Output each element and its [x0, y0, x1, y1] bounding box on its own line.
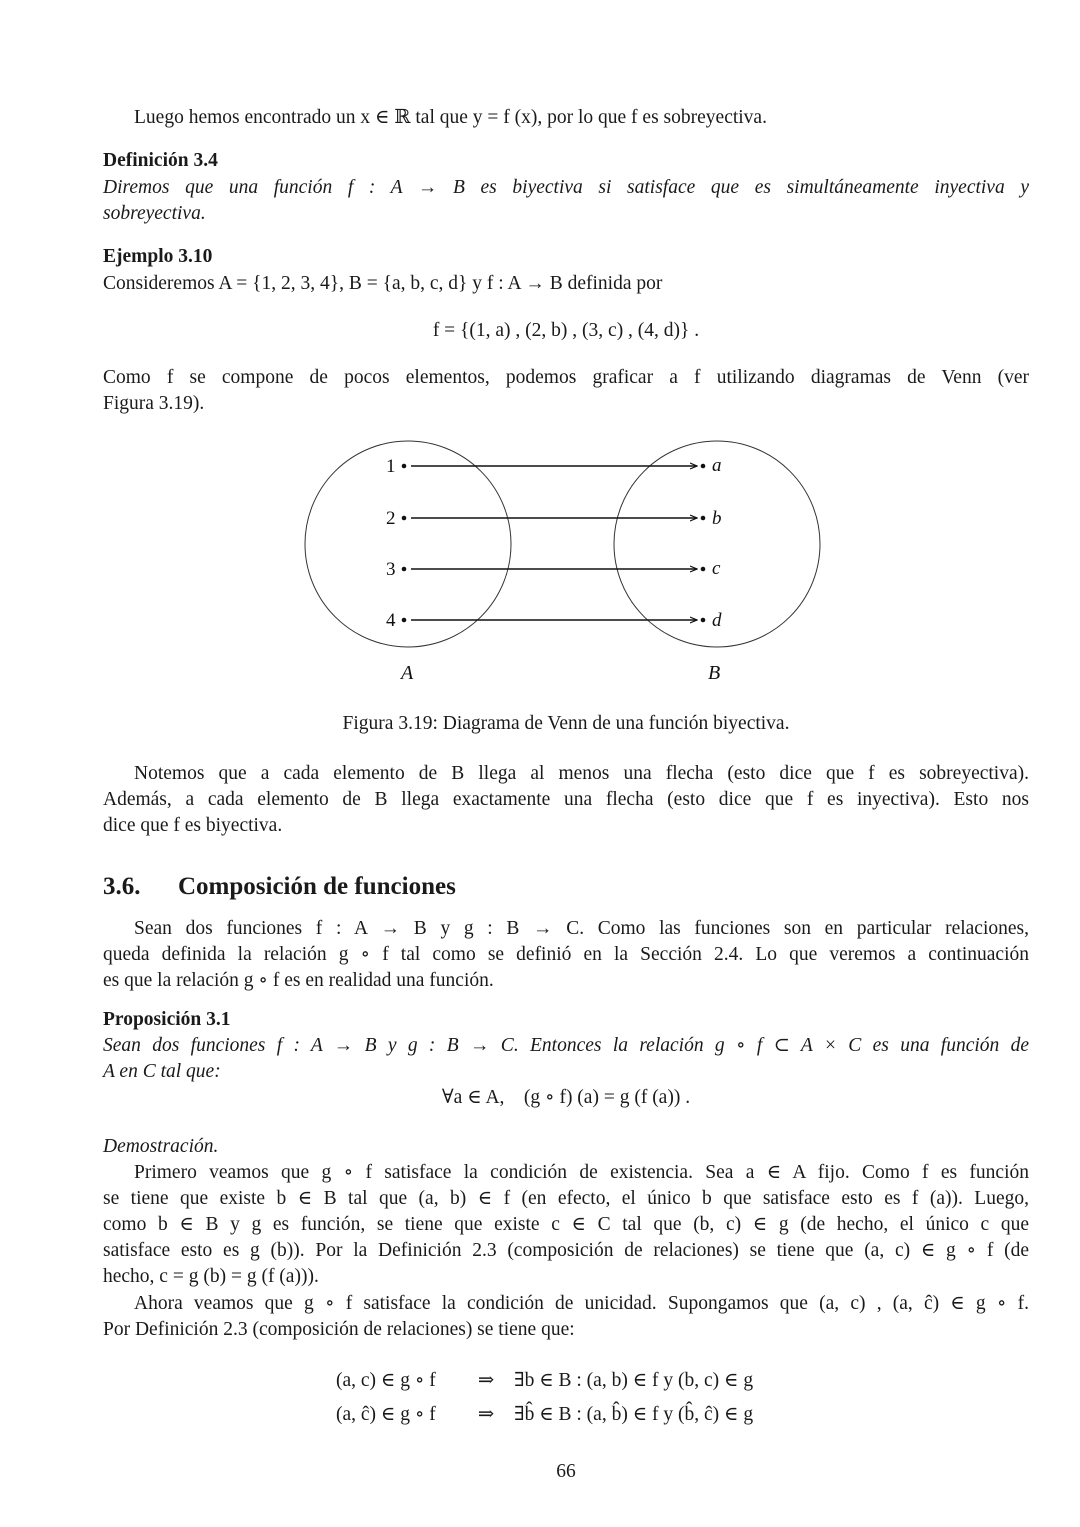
implies-symbol: ⇒ [477, 1404, 495, 1425]
codomain-label-d: d [712, 610, 722, 631]
text-line: Además, a cada elemento de B llega exactamente una flecha (esto dice que f es inyectiva). Esto nos [103, 789, 1029, 810]
definition-title: Definición 3.4 [103, 150, 218, 171]
text-line: Ahora veamos que g ∘ f satisface la condición de unicidad. Supongamos que (a, c) , (a, ĉ) ∈ g ∘ f. [134, 1293, 1029, 1314]
text-line: Primero veamos que g ∘ f satisface la condición de existencia. Sea a ∈ A fijo. Como f es función [134, 1162, 1029, 1183]
text-line: queda definida la relación g ∘ f tal como se definió en la Sección 2.4. Lo que veremos a continuación [103, 944, 1029, 965]
text-line: Figura 3.19). [103, 393, 205, 414]
display-equation: ∀a ∈ A, (g ∘ f) (a) = g (f (a)) . [441, 1087, 691, 1108]
implication-row [336, 1364, 836, 1398]
figure-caption: Figura 3.19: Diagrama de Venn de una función biyectiva. [342, 713, 790, 734]
text-line: es que la relación g ∘ f es en realidad una función. [103, 970, 494, 991]
example-text: Consideremos A = {1, 2, 3, 4}, B = {a, b, c, d} y f : A → B definida por [103, 273, 663, 294]
domain-label-2: 2 [386, 508, 396, 529]
domain-label-4: 4 [386, 610, 396, 631]
text-line: satisface esto es g (b)). Por la Definición 2.3 (composición de relaciones) se tiene que (a, c) ∈ g ∘ f (de [103, 1240, 1029, 1261]
section-heading [103, 871, 1029, 903]
implication-block [336, 1364, 836, 1432]
definition-text: Diremos que una función f : A → B es biyectiva si satisface que es simultáneamente inyectiva y [103, 177, 1029, 198]
text-line: Sean dos funciones f : A → B y g : B → C. Como las funciones son en particular relaciones, [134, 918, 1029, 939]
text-line: Notemos que a cada elemento de B llega al menos una flecha (esto dice que f es sobreyectiva). [134, 763, 1029, 784]
implication-left: (a, ĉ) ∈ g ∘ f [336, 1404, 436, 1425]
text-line: Luego hemos encontrado un x ∈ ℝ tal que y = f (x), por lo que f es sobreyectiva. [134, 107, 767, 128]
implies-symbol: ⇒ [477, 1370, 495, 1391]
text-line: Como f se compone de pocos elementos, podemos graficar a f utilizando diagramas de Venn (ver [103, 367, 1029, 388]
domain-label-3: 3 [386, 559, 396, 580]
section-number: 3.6. [103, 873, 141, 900]
proof-title: Demostración. [103, 1136, 219, 1157]
domain-label-1: 1 [386, 456, 396, 477]
codomain-label-c: c [712, 558, 721, 579]
set-b-label: B [708, 662, 721, 684]
implication-row [336, 1398, 836, 1432]
codomain-label-b: b [712, 508, 722, 529]
codomain-label-a: a [712, 455, 722, 476]
section-title: Composición de funciones [178, 873, 456, 900]
text-line: dice que f es biyectiva. [103, 815, 283, 836]
codomain-points [701, 464, 706, 623]
page-number: 66 [556, 1461, 576, 1482]
domain-points [402, 464, 407, 623]
definition-text: sobreyectiva. [103, 203, 206, 224]
display-equation: f = {(1, a) , (2, b) , (3, c) , (4, d)} . [432, 320, 700, 341]
proposition-text: A en C tal que: [103, 1061, 221, 1082]
text-line: se tiene que existe b ∈ B tal que (a, b) ∈ f (en efecto, el único b que satisface esto es f (a)). Luego, [103, 1188, 1029, 1209]
proposition-title: Proposición 3.1 [103, 1009, 231, 1030]
implication-right: ∃b ∈ B : (a, b) ∈ f y (b, c) ∈ g [514, 1370, 754, 1391]
text-line: Por Definición 2.3 (composición de relaciones) se tiene que: [103, 1319, 575, 1340]
text-line: hecho, c = g (b) = g (f (a))). [103, 1266, 319, 1287]
implication-right: ∃b̂ ∈ B : (a, b̂) ∈ f y (b̂, ĉ) ∈ g [514, 1404, 754, 1425]
venn-diagram-figure [290, 430, 830, 700]
example-title: Ejemplo 3.10 [103, 246, 213, 267]
set-a-label: A [401, 662, 414, 684]
mapping-arrows [411, 466, 697, 620]
text-line: como b ∈ B y g es función, se tiene que existe c ∈ C tal que (b, c) ∈ g (de hecho, el único c que [103, 1214, 1029, 1235]
proposition-text: Sean dos funciones f : A → B y g : B → C. Entonces la relación g ∘ f ⊂ A × C es una función de [103, 1035, 1029, 1056]
set-a-circle [305, 441, 511, 647]
implication-left: (a, c) ∈ g ∘ f [336, 1370, 436, 1391]
